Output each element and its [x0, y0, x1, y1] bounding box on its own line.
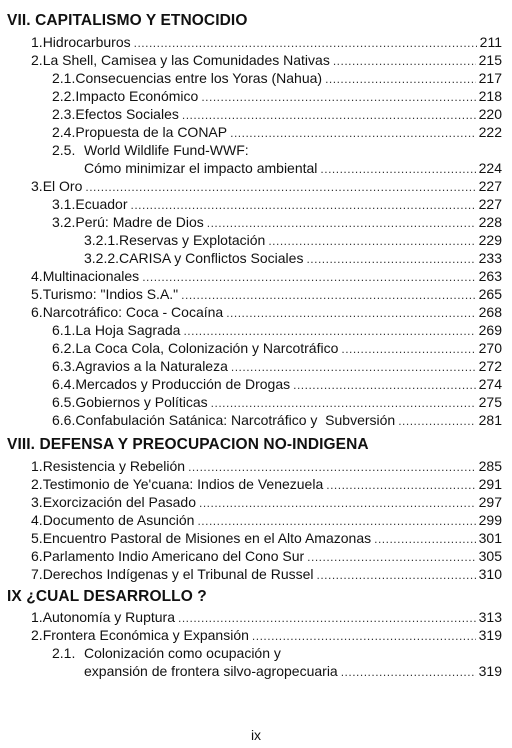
entry-title: Encuentro Pastoral de Misiones en el Alto Amazonas	[42, 530, 372, 546]
entry-title: Efectos Sociales	[75, 106, 179, 122]
dot-leader	[85, 178, 475, 196]
toc-entry	[31, 285, 502, 304]
entry-page: 227	[478, 196, 502, 212]
entry-page: 227	[478, 178, 502, 194]
toc-entry	[52, 393, 502, 412]
entry-title: Multinacionales	[42, 268, 140, 284]
toc-entry	[52, 123, 502, 142]
entry-number: 6.5.	[52, 394, 76, 410]
toc-entry	[31, 529, 502, 548]
entry-number: 2.	[31, 627, 43, 643]
toc-entry	[52, 69, 502, 88]
entry-number: 6.	[31, 548, 43, 564]
entry-title: Turismo: "Indios S.A."	[42, 286, 179, 302]
entry-number: 4.	[31, 268, 43, 284]
entry-title: La Hoja Sagrada	[75, 322, 181, 338]
dot-leader	[134, 34, 477, 52]
toc-entry	[31, 303, 502, 322]
dot-leader	[326, 476, 475, 494]
toc-entry	[31, 493, 502, 512]
entry-number: 2.1.	[52, 645, 76, 661]
section-heading: IX ¿CUAL DESARROLLO ?	[7, 588, 207, 605]
entry-title: Frontera Económica y Expansión	[42, 627, 249, 643]
toc-entry	[52, 339, 502, 358]
entry-page: 222	[478, 124, 502, 140]
entry-number: 2.	[31, 52, 43, 68]
entry-title: Hidrocarburos	[42, 34, 131, 50]
toc-entry	[52, 321, 502, 340]
entry-number: 3.2.2.	[84, 250, 120, 266]
entry-page: 220	[478, 106, 502, 122]
entry-title: Narcotráfico: Coca - Cocaína	[42, 304, 224, 320]
entry-page: 301	[478, 530, 502, 546]
entry-page: 218	[478, 88, 502, 104]
entry-number: 3.2.1.	[84, 232, 120, 248]
entry-number: 2.4.	[52, 124, 76, 140]
entry-page: 281	[478, 412, 502, 428]
entry-page: 299	[478, 512, 502, 528]
dot-leader	[181, 286, 475, 304]
dot-leader	[341, 340, 475, 358]
section-heading: VII. CAPITALISMO Y ETNOCIDIO	[7, 12, 248, 29]
dot-leader	[178, 609, 476, 627]
dot-leader	[142, 268, 475, 286]
dot-leader	[268, 232, 475, 250]
entry-page: 272	[478, 358, 502, 374]
entry-page: 215	[478, 52, 502, 68]
entry-title: Colonización como ocupación y	[84, 645, 281, 661]
toc-entry	[31, 51, 502, 70]
entry-number: 4.	[31, 512, 43, 528]
entry-number: 7.	[31, 566, 43, 582]
entry-title: Agravios a la Naturaleza	[75, 358, 228, 374]
toc-entry	[84, 662, 502, 681]
toc-entry	[31, 457, 502, 476]
toc-entry	[52, 87, 502, 106]
toc-entry	[52, 357, 502, 376]
dot-leader	[199, 494, 476, 512]
entry-title: Impacto Económico	[75, 88, 199, 104]
dot-leader	[182, 106, 476, 124]
toc-entry	[31, 547, 502, 566]
entry-title: CARISA y Conflictos Sociales	[119, 250, 304, 266]
entry-page: 310	[478, 566, 502, 582]
toc-entry	[52, 195, 502, 214]
entry-page: 305	[478, 548, 502, 564]
entry-number: 6.4.	[52, 376, 76, 392]
toc-entry	[52, 213, 502, 232]
entry-title: El Oro	[42, 178, 83, 194]
toc-entry	[31, 511, 502, 530]
dot-leader	[183, 322, 475, 340]
toc-entry	[31, 608, 502, 627]
entry-title-continued: expansión de frontera silvo-agropecuaria	[84, 663, 338, 679]
entry-page: 275	[478, 394, 502, 410]
entry-title: Perú: Madre de Dios	[75, 214, 204, 230]
entry-number: 3.1.	[52, 196, 76, 212]
entry-number: 6.3.	[52, 358, 76, 374]
entry-number: 5.	[31, 286, 43, 302]
entry-title: Consecuencias entre los Yoras (Nahua)	[75, 70, 323, 86]
entry-title: Mercados y Producción de Drogas	[75, 376, 291, 392]
entry-title: Propuesta de la CONAP	[75, 124, 228, 140]
toc-entry	[52, 105, 502, 124]
dot-leader	[317, 566, 476, 584]
entry-title: Reservas y Explotación	[119, 232, 266, 248]
entry-page: 274	[478, 376, 502, 392]
dot-leader	[320, 160, 475, 178]
entry-number: 3.	[31, 178, 43, 194]
dot-leader	[341, 663, 476, 681]
entry-page: 217	[478, 70, 502, 86]
toc-entry	[84, 231, 502, 250]
dot-leader	[131, 196, 476, 214]
toc-entry	[52, 411, 502, 430]
entry-number: 3.2.	[52, 214, 76, 230]
toc-entry	[31, 626, 502, 645]
toc-entry-first-line	[52, 141, 249, 159]
dot-leader	[197, 512, 475, 530]
entry-number: 5.	[31, 530, 43, 546]
entry-title: Ecuador	[75, 196, 128, 212]
dot-leader	[207, 214, 476, 232]
entry-number: 2.1.	[52, 70, 76, 86]
entry-title: Autonomía y Ruptura	[42, 609, 175, 625]
entry-title: Documento de Asunción	[42, 512, 195, 528]
entry-page: 297	[478, 494, 502, 510]
entry-number: 6.1.	[52, 322, 76, 338]
entry-number: 2.	[31, 476, 43, 492]
entry-title: Exorcización del Pasado	[42, 494, 196, 510]
entry-page: 270	[478, 340, 502, 356]
entry-page: 265	[478, 286, 502, 302]
entry-title: Confabulación Satánica: Narcotráfico y Subversión	[75, 412, 396, 428]
entry-number: 2.3.	[52, 106, 76, 122]
entry-page: 233	[478, 250, 502, 266]
toc-entry	[84, 249, 502, 268]
entry-page: 224	[478, 160, 502, 176]
dot-leader	[226, 304, 475, 322]
entry-page: 291	[478, 476, 502, 492]
entry-number: 2.5.	[52, 142, 76, 158]
entry-number: 6.2.	[52, 340, 76, 356]
toc-entry	[31, 267, 502, 286]
entry-number: 1.	[31, 458, 43, 474]
dot-leader	[325, 70, 476, 88]
dot-leader	[201, 88, 475, 106]
toc-entry	[31, 177, 502, 196]
entry-page: 269	[478, 322, 502, 338]
dot-leader	[293, 376, 476, 394]
entry-page: 319	[478, 663, 502, 679]
entry-page: 268	[478, 304, 502, 320]
entry-title-continued: Cómo minimizar el impacto ambiental	[84, 160, 318, 176]
dot-leader	[211, 394, 476, 412]
entry-page: 319	[478, 627, 502, 643]
toc-entry	[31, 475, 502, 494]
entry-title: Parlamento Indio Americano del Cono Sur	[42, 548, 305, 564]
entry-page: 211	[479, 34, 502, 50]
toc-entry	[31, 33, 502, 52]
entry-page: 313	[478, 609, 502, 625]
entry-title: World Wildlife Fund-WWF:	[84, 142, 249, 158]
toc-entry	[84, 159, 502, 178]
dot-leader	[230, 124, 476, 142]
entry-title: La Shell, Camisea y las Comunidades Nativas	[42, 52, 330, 68]
entry-title: Resistencia y Rebelión	[42, 458, 186, 474]
dot-leader	[374, 530, 476, 548]
dot-leader	[231, 358, 476, 376]
entry-number: 6.	[31, 304, 43, 320]
entry-page: 228	[478, 214, 502, 230]
section-heading: VIII. DEFENSA Y PREOCUPACION NO-INDIGENA	[7, 436, 369, 453]
entry-number: 1.	[31, 34, 43, 50]
toc-entry	[31, 565, 502, 584]
dot-leader	[398, 412, 475, 430]
dot-leader	[306, 250, 475, 268]
dot-leader	[252, 627, 476, 645]
toc-entry-first-line	[52, 644, 281, 662]
entry-page: 229	[478, 232, 502, 248]
entry-title: Testimonio de Ye'cuana: Indios de Venezuela	[42, 476, 324, 492]
dot-leader	[307, 548, 475, 566]
entry-number: 3.	[31, 494, 43, 510]
dot-leader	[333, 52, 476, 70]
entry-title: Gobiernos y Políticas	[75, 394, 208, 410]
entry-title: La Coca Cola, Colonización y Narcotráfico	[75, 340, 339, 356]
entry-number: 6.6.	[52, 412, 76, 428]
entry-number: 1.	[31, 609, 43, 625]
page-number: ix	[250, 727, 262, 743]
dot-leader	[188, 458, 476, 476]
entry-number: 2.2.	[52, 88, 76, 104]
entry-title: Derechos Indígenas y el Tribunal de Russel	[42, 566, 314, 582]
entry-page: 263	[478, 268, 502, 284]
toc-entry	[52, 375, 502, 394]
entry-page: 285	[478, 458, 502, 474]
